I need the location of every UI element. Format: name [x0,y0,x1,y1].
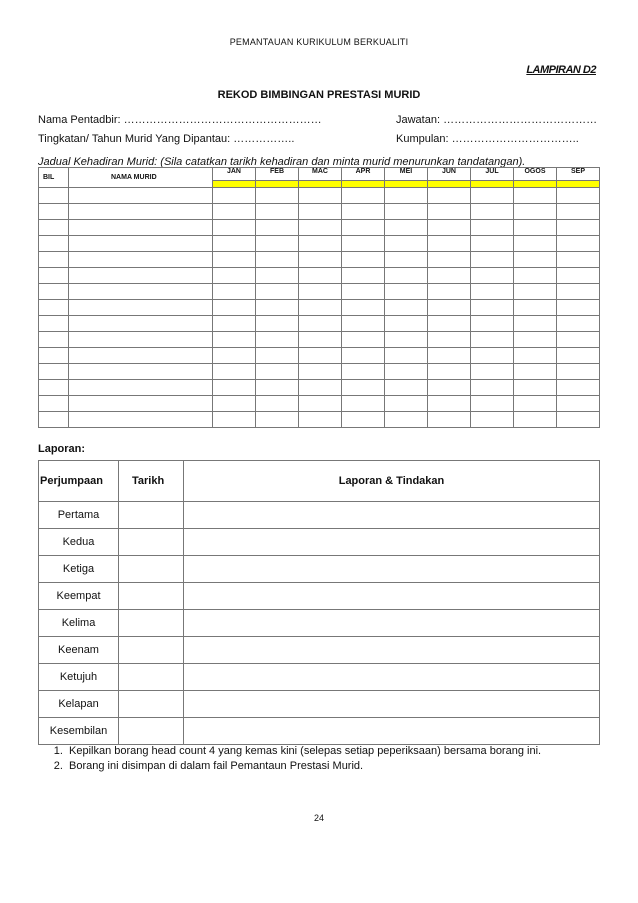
attendance-cell[interactable] [514,332,557,348]
attendance-cell[interactable] [557,332,600,348]
attendance-cell[interactable] [213,204,256,220]
attendance-cell[interactable] [428,268,471,284]
attendance-cell[interactable] [514,236,557,252]
attendance-cell[interactable] [471,380,514,396]
month-header: JUL [471,168,514,181]
report-body [39,502,600,745]
attendance-cell[interactable] [514,300,557,316]
month-header: APR [342,168,385,181]
attendance-cell[interactable] [385,300,428,316]
attendance-cell[interactable] [299,236,342,252]
month-header: FEB [256,168,299,181]
kumpulan-field[interactable]: Kumpulan: …………………………….. [396,133,579,145]
attendance-cell[interactable] [471,396,514,412]
perjumpaan-cell: Kelapan [39,691,119,718]
attendance-cell[interactable] [471,332,514,348]
report-row [39,556,600,583]
attendance-cell[interactable] [39,380,69,396]
attendance-cell[interactable] [428,348,471,364]
attendance-cell[interactable] [514,284,557,300]
attendance-cell[interactable] [557,364,600,380]
attendance-cell[interactable] [428,204,471,220]
tarikh-cell[interactable] [119,664,184,691]
attendance-cell[interactable] [514,252,557,268]
jawatan-field[interactable]: Jawatan: …………………………………… [396,114,598,126]
page-header: PEMANTAUAN KURIKULUM BERKUALITI [229,37,409,47]
attendance-cell[interactable] [342,332,385,348]
attendance-cell[interactable] [471,364,514,380]
attendance-row [39,332,600,348]
laporan-cell[interactable] [184,583,600,610]
attendance-cell[interactable] [385,284,428,300]
attendance-cell[interactable] [514,220,557,236]
attendance-cell[interactable] [69,220,213,236]
attendance-cell[interactable] [471,284,514,300]
attendance-cell[interactable] [342,204,385,220]
attendance-cell[interactable] [256,380,299,396]
attendance-cell[interactable] [514,268,557,284]
attendance-cell[interactable] [557,348,600,364]
attendance-cell[interactable] [69,236,213,252]
attendance-cell[interactable] [342,236,385,252]
attendance-cell[interactable] [256,396,299,412]
attendance-cell[interactable] [39,188,69,204]
attendance-cell[interactable] [428,236,471,252]
attendance-cell[interactable] [69,348,213,364]
highlight-cell [471,181,514,188]
note-item: 2. Borang ini disimpan di dalam fail Pemantaun Prestasi Murid. [66,760,541,772]
attendance-row [39,284,600,300]
attendance-row [39,316,600,332]
perjumpaan-cell: Kedua [39,529,119,556]
attendance-cell[interactable] [471,300,514,316]
attendance-cell[interactable] [557,220,600,236]
attendance-cell[interactable] [39,236,69,252]
attendance-cell[interactable] [342,380,385,396]
col-nama-murid-header: NAMA MURID [69,168,213,188]
attendance-row [39,380,600,396]
attendance-cell[interactable] [514,412,557,428]
month-header: MEI [385,168,428,181]
attendance-cell[interactable] [39,300,69,316]
attendance-cell[interactable] [213,380,256,396]
attendance-cell[interactable] [514,188,557,204]
tarikh-cell[interactable] [119,637,184,664]
attendance-cell[interactable] [385,252,428,268]
attendance-cell[interactable] [557,316,600,332]
tarikh-cell[interactable] [119,691,184,718]
laporan-cell[interactable] [184,502,600,529]
attendance-cell[interactable] [256,412,299,428]
attendance-cell[interactable] [342,300,385,316]
attendance-cell[interactable] [69,364,213,380]
attendance-cell[interactable] [69,380,213,396]
attendance-cell[interactable] [385,236,428,252]
attendance-cell[interactable] [39,252,69,268]
attendance-cell[interactable] [428,300,471,316]
report-row [39,718,600,745]
attendance-cell[interactable] [428,316,471,332]
report-row [39,583,600,610]
attendance-row [39,188,600,204]
attendance-cell[interactable] [299,204,342,220]
attendance-cell[interactable] [428,412,471,428]
perjumpaan-cell: Keenam [39,637,119,664]
attendance-cell[interactable] [256,220,299,236]
attendance-cell[interactable] [256,236,299,252]
attendance-cell[interactable] [557,252,600,268]
attendance-cell[interactable] [385,268,428,284]
attendance-cell[interactable] [428,332,471,348]
attendance-note: Jadual Kehadiran Murid: (Sila catatkan tarikh kehadiran dan minta murid menurunkan tandatangan). [38,156,526,168]
notes [54,745,541,775]
attendance-cell[interactable] [39,364,69,380]
tarikh-cell[interactable] [119,502,184,529]
attendance-cell[interactable] [342,252,385,268]
attendance-cell[interactable] [471,236,514,252]
perjumpaan-cell: Pertama [39,502,119,529]
nama-pentadbir-field[interactable]: Nama Pentadbir: ……………………………………………… [38,114,322,126]
laporan-cell[interactable] [184,718,600,745]
attendance-cell[interactable] [342,188,385,204]
month-header: MAC [299,168,342,181]
report-table [38,460,600,745]
attendance-cell[interactable] [514,380,557,396]
perjumpaan-cell: Kesembilan [39,718,119,745]
tarikh-cell[interactable] [119,556,184,583]
attendance-cell[interactable] [557,284,600,300]
attendance-cell[interactable] [299,316,342,332]
laporan-cell[interactable] [184,664,600,691]
attendance-row [39,252,600,268]
attendance-cell[interactable] [342,348,385,364]
attendance-cell[interactable] [385,220,428,236]
attendance-cell[interactable] [213,236,256,252]
attendance-cell[interactable] [69,316,213,332]
attendance-cell[interactable] [428,220,471,236]
tingkatan-field[interactable]: Tingkatan/ Tahun Murid Yang Dipantau: …………….. [38,133,295,145]
attendance-row [39,412,600,428]
col-tarikh-header: Tarikh [119,461,184,502]
attendance-cell[interactable] [299,332,342,348]
attendance-table [38,167,600,428]
attendance-cell[interactable] [471,316,514,332]
report-row [39,691,600,718]
attendance-cell[interactable] [256,364,299,380]
attendance-cell[interactable] [471,204,514,220]
attendance-cell[interactable] [213,316,256,332]
attendance-cell[interactable] [514,316,557,332]
col-bil-header: BIL [39,168,69,188]
note-item: 1. Kepilkan borang head count 4 yang kemas kini (selepas setiap peperiksaan) bersama borang ini. [66,745,541,757]
report-row [39,637,600,664]
attendance-cell[interactable] [39,396,69,412]
attendance-cell[interactable] [39,204,69,220]
attendance-cell[interactable] [342,220,385,236]
attendance-cell[interactable] [39,268,69,284]
month-header: SEP [557,168,600,181]
attendance-cell[interactable] [514,348,557,364]
perjumpaan-cell: Keempat [39,583,119,610]
attendance-cell[interactable] [69,300,213,316]
perjumpaan-cell: Ketiga [39,556,119,583]
attendance-cell[interactable] [557,396,600,412]
attendance-cell[interactable] [299,380,342,396]
attendance-cell[interactable] [69,204,213,220]
attendance-cell[interactable] [342,316,385,332]
attendance-cell[interactable] [385,316,428,332]
attendance-cell[interactable] [213,364,256,380]
attendance-cell[interactable] [256,204,299,220]
attendance-cell[interactable] [342,396,385,412]
attendance-cell[interactable] [557,188,600,204]
highlight-cell [342,181,385,188]
attendance-cell[interactable] [514,204,557,220]
attendance-cell[interactable] [385,348,428,364]
attendance-cell[interactable] [557,268,600,284]
lampiran-label: LAMPIRAN D2 [526,64,596,76]
attendance-cell[interactable] [256,268,299,284]
attendance-cell[interactable] [557,380,600,396]
attendance-cell[interactable] [299,220,342,236]
attendance-cell[interactable] [299,268,342,284]
attendance-row [39,204,600,220]
attendance-cell[interactable] [213,284,256,300]
attendance-cell[interactable] [69,412,213,428]
attendance-row [39,348,600,364]
attendance-cell[interactable] [256,252,299,268]
laporan-cell[interactable] [184,610,600,637]
attendance-cell[interactable] [557,204,600,220]
attendance-cell[interactable] [471,220,514,236]
attendance-cell[interactable] [213,332,256,348]
attendance-cell[interactable] [428,188,471,204]
attendance-cell[interactable] [69,332,213,348]
attendance-cell[interactable] [299,364,342,380]
highlight-cell [557,181,600,188]
attendance-cell[interactable] [299,412,342,428]
attendance-cell[interactable] [471,348,514,364]
report-row [39,529,600,556]
attendance-cell[interactable] [342,284,385,300]
attendance-row [39,220,600,236]
highlight-cell [299,181,342,188]
attendance-row [39,396,600,412]
attendance-cell[interactable] [342,412,385,428]
attendance-cell[interactable] [39,220,69,236]
attendance-cell[interactable] [39,284,69,300]
attendance-cell[interactable] [256,332,299,348]
attendance-cell[interactable] [514,396,557,412]
attendance-cell[interactable] [428,284,471,300]
attendance-cell[interactable] [39,332,69,348]
tarikh-cell[interactable] [119,529,184,556]
page-number: 24 [313,813,324,823]
attendance-cell[interactable] [256,348,299,364]
attendance-cell[interactable] [471,268,514,284]
attendance-cell[interactable] [385,396,428,412]
attendance-cell[interactable] [428,396,471,412]
attendance-cell[interactable] [256,188,299,204]
attendance-cell[interactable] [385,204,428,220]
attendance-cell[interactable] [213,300,256,316]
report-row [39,664,600,691]
tarikh-cell[interactable] [119,718,184,745]
attendance-cell[interactable] [69,268,213,284]
highlight-cell [256,181,299,188]
attendance-row [39,268,600,284]
laporan-cell[interactable] [184,556,600,583]
attendance-cell[interactable] [428,380,471,396]
month-header: JUN [428,168,471,181]
attendance-cell[interactable] [299,300,342,316]
col-laporan-header: Laporan & Tindakan [184,461,600,502]
attendance-cell[interactable] [342,364,385,380]
attendance-cell[interactable] [69,284,213,300]
month-header: OGOS [514,168,557,181]
attendance-cell[interactable] [213,252,256,268]
attendance-cell[interactable] [69,396,213,412]
attendance-cell[interactable] [299,396,342,412]
attendance-cell[interactable] [385,188,428,204]
month-header: JAN [213,168,256,181]
attendance-cell[interactable] [213,268,256,284]
attendance-cell[interactable] [471,188,514,204]
laporan-label: Laporan: [38,443,86,455]
attendance-cell[interactable] [385,364,428,380]
attendance-cell[interactable] [39,348,69,364]
attendance-cell[interactable] [385,412,428,428]
attendance-cell[interactable] [299,188,342,204]
attendance-cell[interactable] [213,348,256,364]
attendance-row [39,300,600,316]
attendance-cell[interactable] [557,236,600,252]
perjumpaan-cell: Kelima [39,610,119,637]
attendance-row [39,236,600,252]
laporan-cell[interactable] [184,691,600,718]
attendance-row [39,364,600,380]
attendance-cell[interactable] [213,188,256,204]
perjumpaan-cell: Ketujuh [39,664,119,691]
attendance-cell[interactable] [385,332,428,348]
attendance-cell[interactable] [213,220,256,236]
attendance-body [39,188,600,428]
attendance-cell[interactable] [428,252,471,268]
attendance-cell[interactable] [256,284,299,300]
highlight-cell [385,181,428,188]
report-row [39,610,600,637]
attendance-cell[interactable] [385,380,428,396]
attendance-cell[interactable] [471,252,514,268]
highlight-cell [428,181,471,188]
attendance-cell[interactable] [69,252,213,268]
attendance-cell[interactable] [299,348,342,364]
attendance-cell[interactable] [256,316,299,332]
attendance-cell[interactable] [514,364,557,380]
attendance-cell[interactable] [299,252,342,268]
attendance-cell[interactable] [428,364,471,380]
attendance-cell[interactable] [213,396,256,412]
highlight-cell [514,181,557,188]
attendance-cell[interactable] [39,412,69,428]
attendance-cell[interactable] [299,284,342,300]
laporan-cell[interactable] [184,529,600,556]
laporan-cell[interactable] [184,637,600,664]
highlight-cell [213,181,256,188]
attendance-cell[interactable] [342,268,385,284]
tarikh-cell[interactable] [119,583,184,610]
attendance-cell[interactable] [557,300,600,316]
attendance-cell[interactable] [557,412,600,428]
attendance-cell[interactable] [471,412,514,428]
report-row [39,502,600,529]
form-title: REKOD BIMBINGAN PRESTASI MURID [217,89,421,101]
attendance-cell[interactable] [213,412,256,428]
attendance-cell[interactable] [69,188,213,204]
attendance-cell[interactable] [39,316,69,332]
tarikh-cell[interactable] [119,610,184,637]
col-perjumpaan-header: Perjumpaan [39,461,119,502]
attendance-cell[interactable] [256,300,299,316]
